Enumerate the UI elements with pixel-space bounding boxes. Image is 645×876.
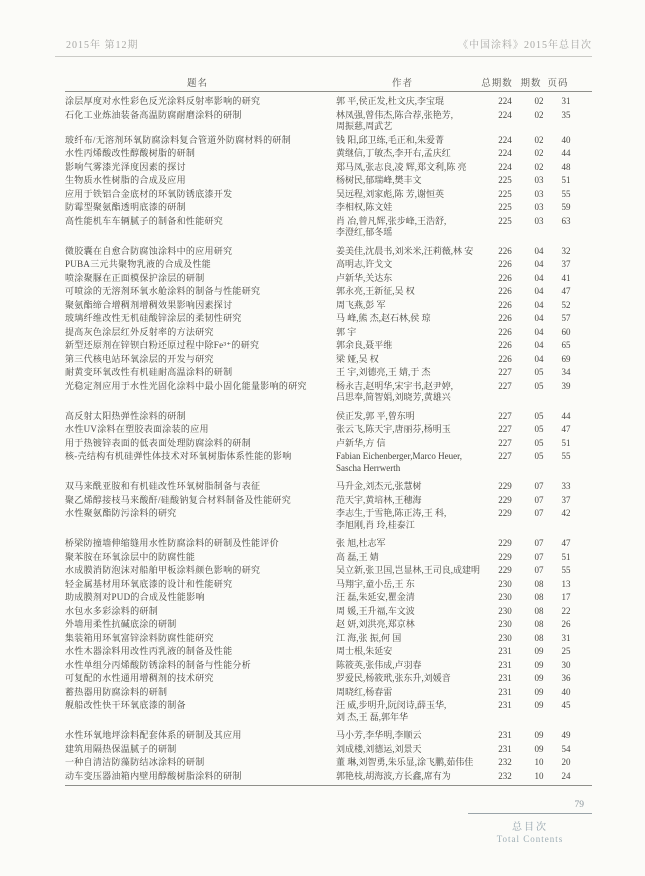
- table-row: [65, 450, 592, 475]
- entry-total-issue: 229: [498, 565, 512, 575]
- entry-authors: 林凤强,曾伟杰,陈合荐,张艳芳, 周振慈,周武艺: [336, 109, 454, 131]
- entry-title: 水性UV涂料在塑胶表面涂装的应用: [65, 424, 209, 434]
- entry-issue: 08: [534, 605, 544, 616]
- entry-issue: 08: [534, 578, 544, 589]
- table-row: [65, 201, 592, 215]
- entry-page: 65: [561, 340, 571, 350]
- entry-title: 集装箱用环氧富锌涂料防腐性能研究: [65, 632, 214, 643]
- entry-title: 应用于铁铝合金底材的环氧防锈底漆开发: [65, 188, 233, 199]
- entry-total-issue: 224: [498, 161, 512, 172]
- table-row: [65, 423, 592, 437]
- entry-issue: 02: [534, 134, 544, 145]
- entry-issue: 05: [534, 367, 544, 377]
- entry-total-issue: 224: [498, 96, 512, 106]
- entry-page: 37: [561, 494, 571, 505]
- entry-page: 55: [561, 565, 571, 575]
- entry-title: 可复配的水性通用增稠剂的技术研究: [65, 673, 214, 683]
- entry-issue: 09: [534, 646, 544, 656]
- table-row: [65, 366, 592, 380]
- entry-authors: 张云飞,陈天宇,唐丽芬,杨明玉: [336, 424, 451, 434]
- table-row: [65, 285, 592, 299]
- table-row: [65, 339, 592, 353]
- entry-page: 20: [561, 757, 571, 767]
- table-row: [65, 174, 592, 188]
- entry-page: 42: [561, 508, 571, 518]
- entry-title: 微胶囊在自愈合防腐蚀涂料中的应用研究: [65, 245, 233, 256]
- table-row: [65, 645, 592, 659]
- entry-page: 44: [561, 410, 571, 421]
- entry-total-issue: 225: [498, 188, 512, 199]
- entry-page: 55: [561, 451, 571, 461]
- entry-page: 60: [561, 326, 571, 337]
- entry-page: 22: [561, 605, 571, 616]
- entry-total-issue: 229: [498, 551, 512, 562]
- entry-authors: 周晓红,杨春雷: [336, 686, 393, 697]
- entry-issue: 08: [534, 619, 544, 629]
- entry-issue: 07: [534, 481, 544, 491]
- table-row: [65, 326, 592, 340]
- entry-title: PUBA三元共聚物乳液的合成及性能: [65, 259, 212, 269]
- table-row: [65, 272, 592, 286]
- entry-total-issue: 229: [498, 494, 512, 505]
- table-row: [65, 591, 592, 605]
- entry-total-issue: 227: [498, 380, 512, 391]
- entry-total-issue: 230: [498, 592, 512, 602]
- entry-issue: 03: [534, 215, 544, 226]
- entry-page: 59: [561, 202, 571, 212]
- entry-page: 45: [561, 700, 571, 710]
- entry-page: 37: [561, 259, 571, 269]
- table-row: [65, 215, 592, 240]
- entry-page: 31: [561, 96, 571, 106]
- entry-authors: 钱 阳,邱卫练,毛正和,朱爱菁: [336, 134, 445, 145]
- entry-authors: 吴远程,刘家彪,陈 芳,谢恒英: [336, 188, 445, 199]
- entry-authors: 马翔宇,童小岳,王 东: [336, 578, 415, 589]
- entry-title: 水成膜消防泡沫对船舶甲板涂料颜色影响的研究: [65, 565, 261, 575]
- entry-total-issue: 227: [498, 451, 512, 461]
- entry-title: 助成膜剂对PUD的合成及性能影响: [65, 592, 205, 602]
- entry-title: 水性丙烯酸改性醇酸树脂的研制: [65, 148, 196, 158]
- entry-issue: 05: [534, 437, 544, 448]
- table-row: [65, 743, 592, 757]
- entry-total-issue: 229: [498, 538, 512, 548]
- entry-title: 聚乙烯醇接枝马来酸酐/硅酸钠复合材料制备及性能研究: [65, 494, 292, 505]
- entry-page: 17: [561, 592, 571, 602]
- entry-authors: 李相权,陈文娃: [336, 202, 393, 212]
- table-row: [65, 756, 592, 770]
- entry-page: 51: [561, 175, 571, 185]
- entry-page: 40: [561, 134, 571, 145]
- entry-page: 24: [561, 770, 571, 781]
- entry-total-issue: 232: [498, 757, 512, 767]
- entry-page: 40: [561, 686, 571, 697]
- entry-page: 48: [561, 161, 571, 172]
- entry-issue: 08: [534, 592, 544, 602]
- table-row: [65, 134, 592, 148]
- entry-authors: 郭艳枝,胡海波,方长鑫,席有为: [336, 770, 451, 781]
- table-row: [65, 605, 592, 619]
- table-row: [65, 699, 592, 724]
- entry-title: 喷涂聚脲在正面模保护涂层的研制: [65, 272, 205, 283]
- entry-title: 可喷涂的无溶剂环氧水舱涂料的制备与性能研究: [65, 286, 261, 296]
- entry-authors: 郑马凤,张志良,凌 辉,郑文利,陈 亮: [336, 161, 467, 172]
- entry-title: 石化工业炼油装备高温防腐耐磨涂料的研制: [65, 109, 242, 120]
- entry-issue: 08: [534, 632, 544, 643]
- entry-total-issue: 231: [498, 700, 512, 710]
- entry-page: 34: [561, 367, 571, 377]
- entry-title: 涂层厚度对水性彩色反光涂料反射率影响的研究: [65, 96, 261, 106]
- entry-title: 外墙用柔性抗碱底涂的研制: [65, 619, 177, 629]
- column-header-title: 题名: [186, 79, 208, 89]
- entry-issue: 10: [534, 770, 544, 781]
- entry-issue: 09: [534, 659, 544, 670]
- entry-page: 49: [561, 730, 571, 740]
- column-header-page: 页码: [547, 79, 569, 89]
- entry-title: 水性单组分丙烯酸防锈涂料的制备与性能分析: [65, 659, 252, 670]
- table-row: [65, 632, 592, 646]
- entry-title: 舰船改性快干环氧底漆的制备: [65, 700, 186, 710]
- entry-issue: 04: [534, 286, 544, 296]
- running-head-rule: [55, 56, 592, 57]
- entry-total-issue: 226: [498, 353, 512, 364]
- table-row: [65, 480, 592, 494]
- entry-issue: 07: [534, 508, 544, 518]
- entry-total-issue: 225: [498, 215, 512, 226]
- entry-issue: 02: [534, 96, 544, 106]
- entry-title: 高反射太阳热弹性涂料的研制: [65, 410, 186, 421]
- entry-total-issue: 227: [498, 424, 512, 434]
- entry-issue: 05: [534, 410, 544, 421]
- entry-title: 核-壳结构有机硅弹性体技术对环氧树脂体系性能的影响: [65, 451, 292, 461]
- entry-issue: 04: [534, 245, 544, 256]
- entry-title: 建筑用隔热保温腻子的研制: [65, 743, 177, 754]
- table-row: [65, 161, 592, 175]
- entry-page: 57: [561, 313, 571, 323]
- entry-total-issue: 229: [498, 481, 512, 491]
- toc-table-body: [65, 92, 592, 783]
- table-row: [65, 537, 592, 551]
- entry-issue: 05: [534, 380, 544, 391]
- entry-issue: 07: [534, 551, 544, 562]
- entry-page: 25: [561, 646, 571, 656]
- table-row: [65, 312, 592, 326]
- entry-page: 33: [561, 481, 571, 491]
- entry-page: 47: [561, 424, 571, 434]
- entry-issue: 04: [534, 272, 544, 283]
- table-row: [65, 618, 592, 632]
- page-number: 79: [468, 800, 592, 814]
- entry-issue: 03: [534, 202, 544, 212]
- entry-total-issue: 226: [498, 286, 512, 296]
- entry-title: 耐黄变环氧改性有机硅耐高温涂料的研制: [65, 367, 233, 377]
- entry-issue: 02: [534, 161, 544, 172]
- entry-total-issue: 230: [498, 578, 512, 589]
- table-row: [65, 659, 592, 673]
- page-footer: [468, 800, 592, 844]
- entry-authors: 刘成楼,刘德运,刘景天: [336, 743, 422, 754]
- entry-page: 30: [561, 659, 571, 670]
- entry-authors: 李志生,于雪艳,陈正涛,王 科, 李旭刚,肖 玲,桂泰江: [336, 508, 447, 530]
- entry-authors: 侯正发,郭 平,曾东明: [336, 410, 415, 421]
- toc-table: [65, 73, 592, 786]
- table-row: [65, 578, 592, 592]
- entry-authors: 赵 妍,刘洪亮,郑京林: [336, 619, 415, 629]
- entry-issue: 02: [534, 109, 544, 120]
- entry-title: 玻纤布/无溶剂环氧防腐涂料复合管道外防腐材料的研制: [65, 134, 292, 145]
- entry-authors: 周 媛,王升福,车文波: [336, 605, 415, 616]
- entry-title: 动车变压器油箱内壁用醇酸树脂涂料的研制: [65, 770, 242, 781]
- entry-page: 47: [561, 538, 571, 548]
- table-row: [65, 299, 592, 313]
- entry-page: 54: [561, 743, 571, 754]
- entry-issue: 09: [534, 730, 544, 740]
- table-row: [65, 686, 592, 700]
- table-row: [65, 188, 592, 202]
- entry-authors: 江 海,张 振,何 国: [336, 632, 402, 643]
- table-row: [65, 353, 592, 367]
- entry-page: 39: [561, 380, 571, 391]
- entry-issue: 09: [534, 743, 544, 754]
- entry-title: 水性环氧地坪涂料配套体系的研制及其应用: [65, 730, 242, 740]
- entry-title: 一种自清洁防藻防结冰涂料的研制: [65, 757, 205, 767]
- entry-total-issue: 224: [498, 134, 512, 145]
- entry-title: 水包水多彩涂料的研制: [65, 605, 159, 616]
- column-header-total-issue: 总期数: [481, 79, 513, 89]
- entry-title: 第三代核电站环氧涂层的开发与研究: [65, 353, 214, 364]
- entry-authors: 黄继信,丁敏杰,李开右,孟庆红: [336, 148, 451, 158]
- running-head: [66, 36, 592, 51]
- entry-total-issue: 229: [498, 508, 512, 518]
- column-header-issue: 期数: [520, 79, 542, 89]
- entry-total-issue: 226: [498, 326, 512, 337]
- entry-title: 玻璃纤维改性无机硅酸锌涂层的柔韧性研究: [65, 313, 242, 323]
- toc-table-header: [65, 73, 592, 92]
- table-row: [65, 410, 592, 424]
- entry-issue: 03: [534, 188, 544, 199]
- table-row: [65, 564, 592, 578]
- entry-page: 32: [561, 245, 571, 256]
- entry-page: 51: [561, 437, 571, 448]
- running-head-right: 《中国涂料》2015年总目次: [458, 40, 592, 51]
- entry-total-issue: 232: [498, 770, 512, 781]
- entry-authors: 罗爱民,杨筱玳,张东升,刘媛音: [336, 673, 451, 683]
- entry-total-issue: 230: [498, 605, 512, 616]
- entry-page: 36: [561, 673, 571, 683]
- footer-title-en: Total Contents: [496, 834, 564, 844]
- table-row: [65, 258, 592, 272]
- column-header-authors: 作者: [391, 79, 413, 89]
- entry-issue: 04: [534, 259, 544, 269]
- entry-total-issue: 231: [498, 730, 512, 740]
- table-row: [65, 494, 592, 508]
- entry-authors: 高 磊,王 婧: [336, 551, 379, 562]
- entry-authors: 郭 平,侯正发,杜文庆,李宝琨: [336, 96, 445, 106]
- table-row: [65, 729, 592, 743]
- entry-authors: 卢新华,关达东: [336, 272, 393, 283]
- entry-total-issue: 230: [498, 619, 512, 629]
- entry-authors: Fabian Eichenberger,Marco Heuer, Sascha Herrwerth: [336, 451, 463, 473]
- entry-issue: 09: [534, 686, 544, 697]
- entry-total-issue: 227: [498, 410, 512, 421]
- footer-title-cn: 总目次: [512, 822, 548, 833]
- entry-total-issue: 230: [498, 632, 512, 643]
- entry-issue: 04: [534, 326, 544, 337]
- entry-authors: 吴立新,张卫国,岂显林,王司良,成建明: [336, 565, 481, 575]
- entry-total-issue: 226: [498, 299, 512, 310]
- entry-total-issue: 226: [498, 313, 512, 323]
- table-row: [65, 245, 592, 259]
- table-row: [65, 507, 592, 532]
- entry-title: 影响气雾漆光泽度因素的探讨: [65, 161, 186, 172]
- entry-total-issue: 224: [498, 109, 512, 120]
- entry-authors: 王 宇,刘德亮,王 婧,于 杰: [336, 367, 431, 377]
- entry-title: 聚苯胺在环氧涂层中的防腐性能: [65, 551, 196, 562]
- table-row: [65, 95, 592, 109]
- entry-authors: 姜美佳,沈晨书,刘米米,汪莉薇,林 安: [336, 245, 474, 256]
- entry-total-issue: 226: [498, 272, 512, 283]
- entry-page: 13: [561, 578, 571, 589]
- entry-title: 高性能机车车辆腻子的制备和性能研究: [65, 215, 224, 226]
- entry-issue: 04: [534, 353, 544, 364]
- running-head-left: 2015年 第12期: [66, 40, 139, 51]
- entry-total-issue: 224: [498, 148, 512, 158]
- entry-authors: 马 峰,熊 杰,赵石林,侯 琼: [336, 313, 431, 323]
- table-row: [65, 380, 592, 405]
- entry-authors: 陈筱英,张伟成,卢羽春: [336, 659, 422, 670]
- entry-issue: 04: [534, 340, 544, 350]
- entry-page: 69: [561, 353, 571, 364]
- entry-authors: 张 旭,杜志军: [336, 538, 386, 548]
- entry-total-issue: 227: [498, 367, 512, 377]
- entry-issue: 07: [534, 494, 544, 505]
- entry-issue: 05: [534, 424, 544, 434]
- entry-authors: 郭永亮,王新征,吴 权: [336, 286, 415, 296]
- entry-page: 44: [561, 148, 571, 158]
- entry-page: 31: [561, 632, 571, 643]
- entry-issue: 02: [534, 148, 544, 158]
- entry-page: 41: [561, 272, 571, 283]
- entry-authors: 肖 冶,曾凡辉,张步峰,王浩舒, 李澄红,郁冬瑶: [336, 215, 447, 237]
- entry-total-issue: 231: [498, 686, 512, 697]
- table-row: [65, 147, 592, 161]
- entry-issue: 07: [534, 538, 544, 548]
- entry-authors: 董 琳,刘智勇,朱乐显,涂飞鹏,茹伟佳: [336, 757, 474, 767]
- entry-issue: 07: [534, 565, 544, 575]
- entry-authors: 杨永吉,赵明华,宋宇书,赵尹婷, 吕思奉,简智娟,刘晓芳,黄雄兴: [336, 380, 454, 402]
- entry-total-issue: 226: [498, 245, 512, 256]
- entry-title: 生物质水性树脂的合成及应用: [65, 175, 186, 185]
- entry-issue: 03: [534, 175, 544, 185]
- entry-authors: 汪 磊,朱延安,瞿金清: [336, 592, 415, 602]
- entry-total-issue: 225: [498, 175, 512, 185]
- entry-total-issue: 225: [498, 202, 512, 212]
- entry-title: 桥梁防撞墙伸缩缝用水性防腐涂料的研制及性能评价: [65, 538, 279, 548]
- table-row: [65, 770, 592, 784]
- entry-page: 52: [561, 299, 571, 310]
- entry-authors: 郭余良,聂平维: [336, 340, 393, 350]
- entry-issue: 09: [534, 700, 544, 710]
- entry-title: 聚氨酯缔合增稠剂增稠效果影响因素探讨: [65, 299, 233, 310]
- entry-title: 蓄热器用防腐涂料的研制: [65, 686, 168, 697]
- entry-total-issue: 231: [498, 743, 512, 754]
- entry-authors: 马升金,刘杰元,张慧树: [336, 481, 422, 491]
- entry-page: 35: [561, 109, 571, 120]
- entry-issue: 04: [534, 299, 544, 310]
- entry-authors: 汪 威,步明升,阮闵诗,薛玉华, 刘 杰,王 磊,郭年华: [336, 700, 447, 722]
- entry-title: 新型还原剂在锌钡白粉还原过程中除Fe³⁺的研究: [65, 340, 260, 350]
- entry-total-issue: 231: [498, 659, 512, 670]
- entry-title: 水性木器涂料用改性丙乳液的制备及性能: [65, 646, 233, 656]
- entry-authors: 周飞燕,彭 军: [336, 299, 386, 310]
- entry-total-issue: 231: [498, 646, 512, 656]
- entry-issue: 10: [534, 757, 544, 767]
- table-row: [65, 109, 592, 134]
- entry-page: 47: [561, 286, 571, 296]
- entry-authors: 马小芳,李华明,李顺云: [336, 730, 422, 740]
- entry-authors: 郭 宇: [336, 326, 357, 337]
- entry-authors: 高明志,许戈文: [336, 259, 393, 269]
- entry-authors: 杨树民,郁瑞峰,樊丰文: [336, 175, 422, 185]
- entry-title: 防霉型聚氨酯透明底漆的研制: [65, 202, 186, 212]
- entry-issue: 04: [534, 313, 544, 323]
- entry-title: 双马来酰亚胺和有机硅改性环氧树脂制备与表征: [65, 481, 261, 491]
- entry-total-issue: 227: [498, 437, 512, 448]
- table-row: [65, 551, 592, 565]
- entry-title: 光稳定剂应用于水性光固化涂料中最小固化能量影响的研究: [65, 380, 307, 391]
- entry-issue: 05: [534, 451, 544, 461]
- entry-page: 26: [561, 619, 571, 629]
- entry-title: 轻金属基材用环氧底漆的设计和性能研究: [65, 578, 233, 589]
- entry-authors: 卢新华,方 信: [336, 437, 386, 448]
- entry-title: 提高灰色涂层红外反射率的方法研究: [65, 326, 214, 337]
- entry-page: 51: [561, 551, 571, 562]
- entry-title: 水性聚氨酯防污涂料的研究: [65, 508, 177, 518]
- entry-total-issue: 226: [498, 259, 512, 269]
- entry-authors: 梁 娅,吴 权: [336, 353, 379, 364]
- entry-page: 55: [561, 188, 571, 199]
- entry-issue: 09: [534, 673, 544, 683]
- entry-total-issue: 226: [498, 340, 512, 350]
- entry-total-issue: 231: [498, 673, 512, 683]
- entry-authors: 范天宇,黄培林,王穗海: [336, 494, 422, 505]
- table-row: [65, 437, 592, 451]
- entry-authors: 周士根,朱延安: [336, 646, 393, 656]
- entry-page: 63: [561, 215, 571, 226]
- entry-title: 用于热镀锌表面的低表面处理防腐涂料的研制: [65, 437, 252, 448]
- table-row: [65, 672, 592, 686]
